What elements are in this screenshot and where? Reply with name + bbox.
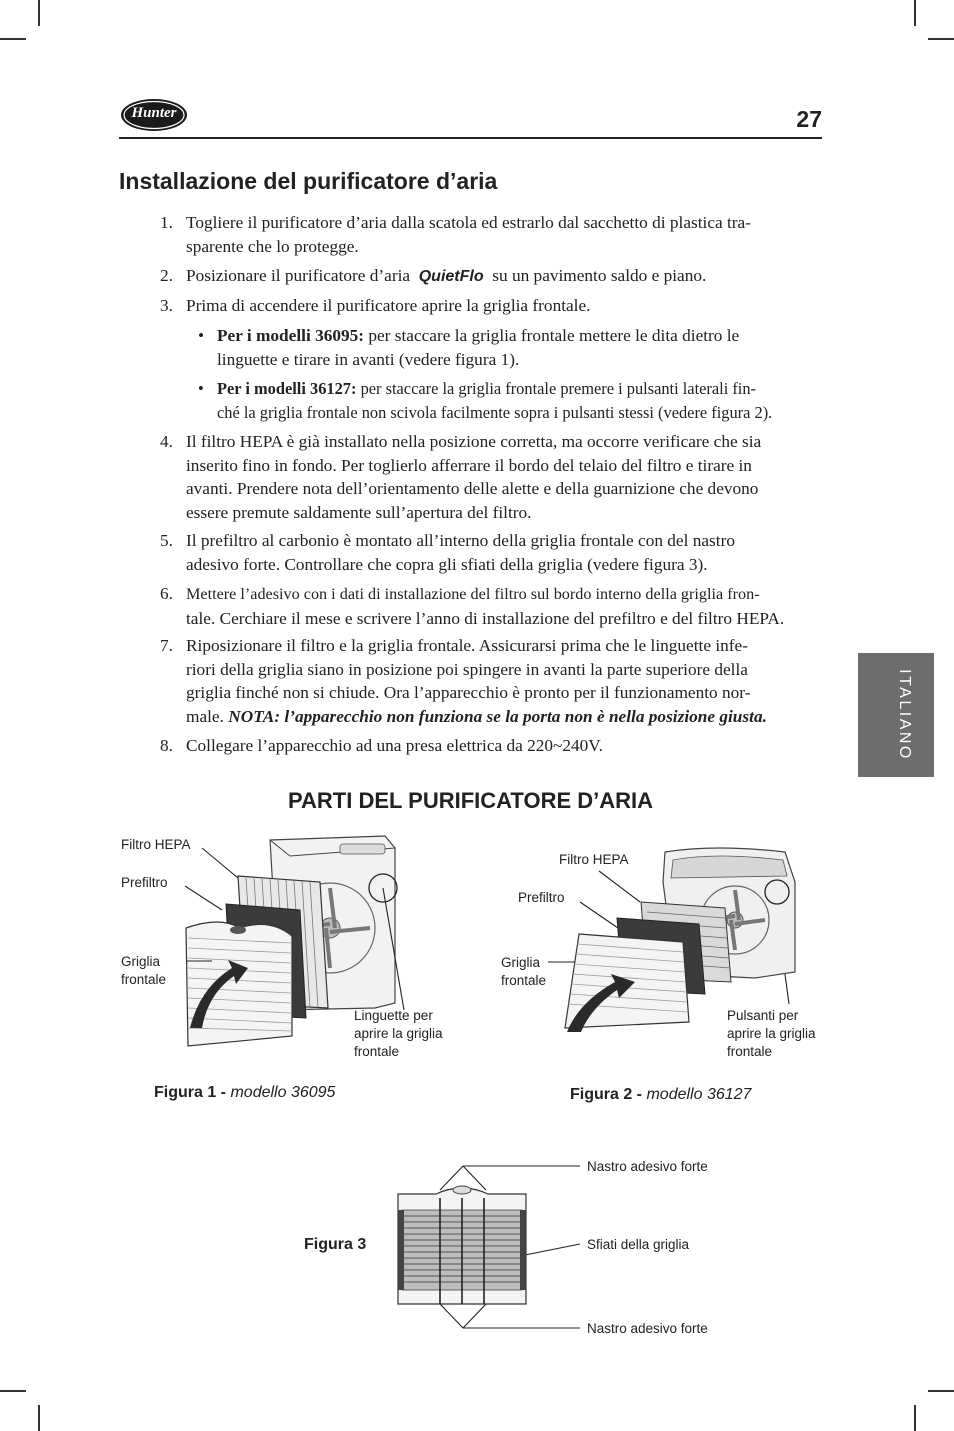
parts-title: PARTI DEL PURIFICATORE D’ARIA (287, 788, 654, 813)
step-2: 2. Posizionare il purificatore d’aria QuietFlo su un pavimento saldo e piano. (160, 266, 707, 285)
step-6: 6. Mettere l’adesivo con i dati di installazione del filtro sul bordo interno della griglia fron- tale. Cerchiare il mese e scrivere l’anno di installazione del prefiltro e del filtro HEPA. (160, 584, 785, 628)
fig1-label-tabs: Linguette per aprire la griglia frontale (354, 1008, 443, 1059)
figure-3-illustration (396, 1180, 528, 1308)
page-number: 27 (796, 106, 822, 132)
logo-text: Hunter (131, 105, 177, 121)
quietflo-brand: QuietFlo (418, 268, 484, 285)
figure-3-caption: Figura 3 (304, 1236, 367, 1253)
step-3: 3. Prima di accendere il purificatore aprire la griglia frontale. (160, 296, 591, 315)
fig3-label-tape-bottom: Nastro adesivo forte (587, 1321, 708, 1336)
bullet-model-36127: • Per i modelli 36127: per staccare la griglia frontale premere i pulsanti laterali fin- ché la griglia frontale non scivola facilmente sopra i pulsanti stessi (vedere figura 2). (198, 379, 773, 422)
figure-1-caption: Figura 1 - modello 36095 (154, 1084, 336, 1101)
note-text: NOTA: l’apparecchio non funziona se la porta non è nella posizione giusta. (228, 706, 767, 726)
step-5: 5. Il prefiltro al carbonio è montato all’interno della griglia frontale con del nastro adesivo forte. Controllare che copra gli sfiati della griglia (vedere figura 3). (160, 531, 735, 574)
fig1-label-prefilter: Prefiltro (121, 875, 168, 890)
fig2-label-grille: Griglia frontale (501, 955, 547, 988)
bullet-model-36095: • Per i modelli 36095: per staccare la griglia frontale mettere le dita dietro le linguette e tirare in avanti (vedere figura 1). (198, 326, 740, 369)
fig2-label-hepa: Filtro HEPA (559, 852, 629, 867)
step-8: 8. Collegare l’apparecchio ad una presa elettrica da 220~240V. (160, 736, 603, 755)
side-tab-label: ITALIANO (896, 669, 913, 761)
figure-2-caption: Figura 2 - modello 36127 (570, 1086, 752, 1103)
fig1-label-hepa: Filtro HEPA (121, 837, 191, 852)
fig2-label-prefilter: Prefiltro (518, 890, 565, 905)
section-title: Installazione del purificatore d’aria (119, 168, 498, 194)
fig1-label-grille: Griglia frontale (121, 954, 167, 987)
step-7: 7. Riposizionare il filtro e la griglia frontale. Assicurarsi prima che le linguette infe- riori della griglia siano in posizione poi spingere in avanti la parte superiore della griglia finché non si chiude. Ora l’apparecchio è pronto per il funzionamento nor- male. NOTA: l’apparecchio non funziona se la porta non è nella posizione giusta. (160, 636, 767, 726)
fig3-label-vents: Sfiati della griglia (587, 1237, 690, 1252)
fig2-label-buttons: Pulsanti per aprire la griglia frontale (727, 1008, 816, 1059)
step-1: 1. Togliere il purificatore d’aria dalla scatola ed estrarlo dal sacchetto di plastica tra- sparente che lo protegge. (160, 213, 751, 256)
fig3-label-tape-top: Nastro adesivo forte (587, 1159, 708, 1174)
step-4: 4. Il filtro HEPA è già installato nella posizione corretta, ma occorre verificare che sia inserito fino in fondo. Per toglierlo afferrare il bordo del telaio del filtro e tirare in avanti. Prendere nota dell’orientamento delle alette e della guarnizione che devono essere premute saldamente sull’apertura del filtro. (160, 432, 762, 522)
